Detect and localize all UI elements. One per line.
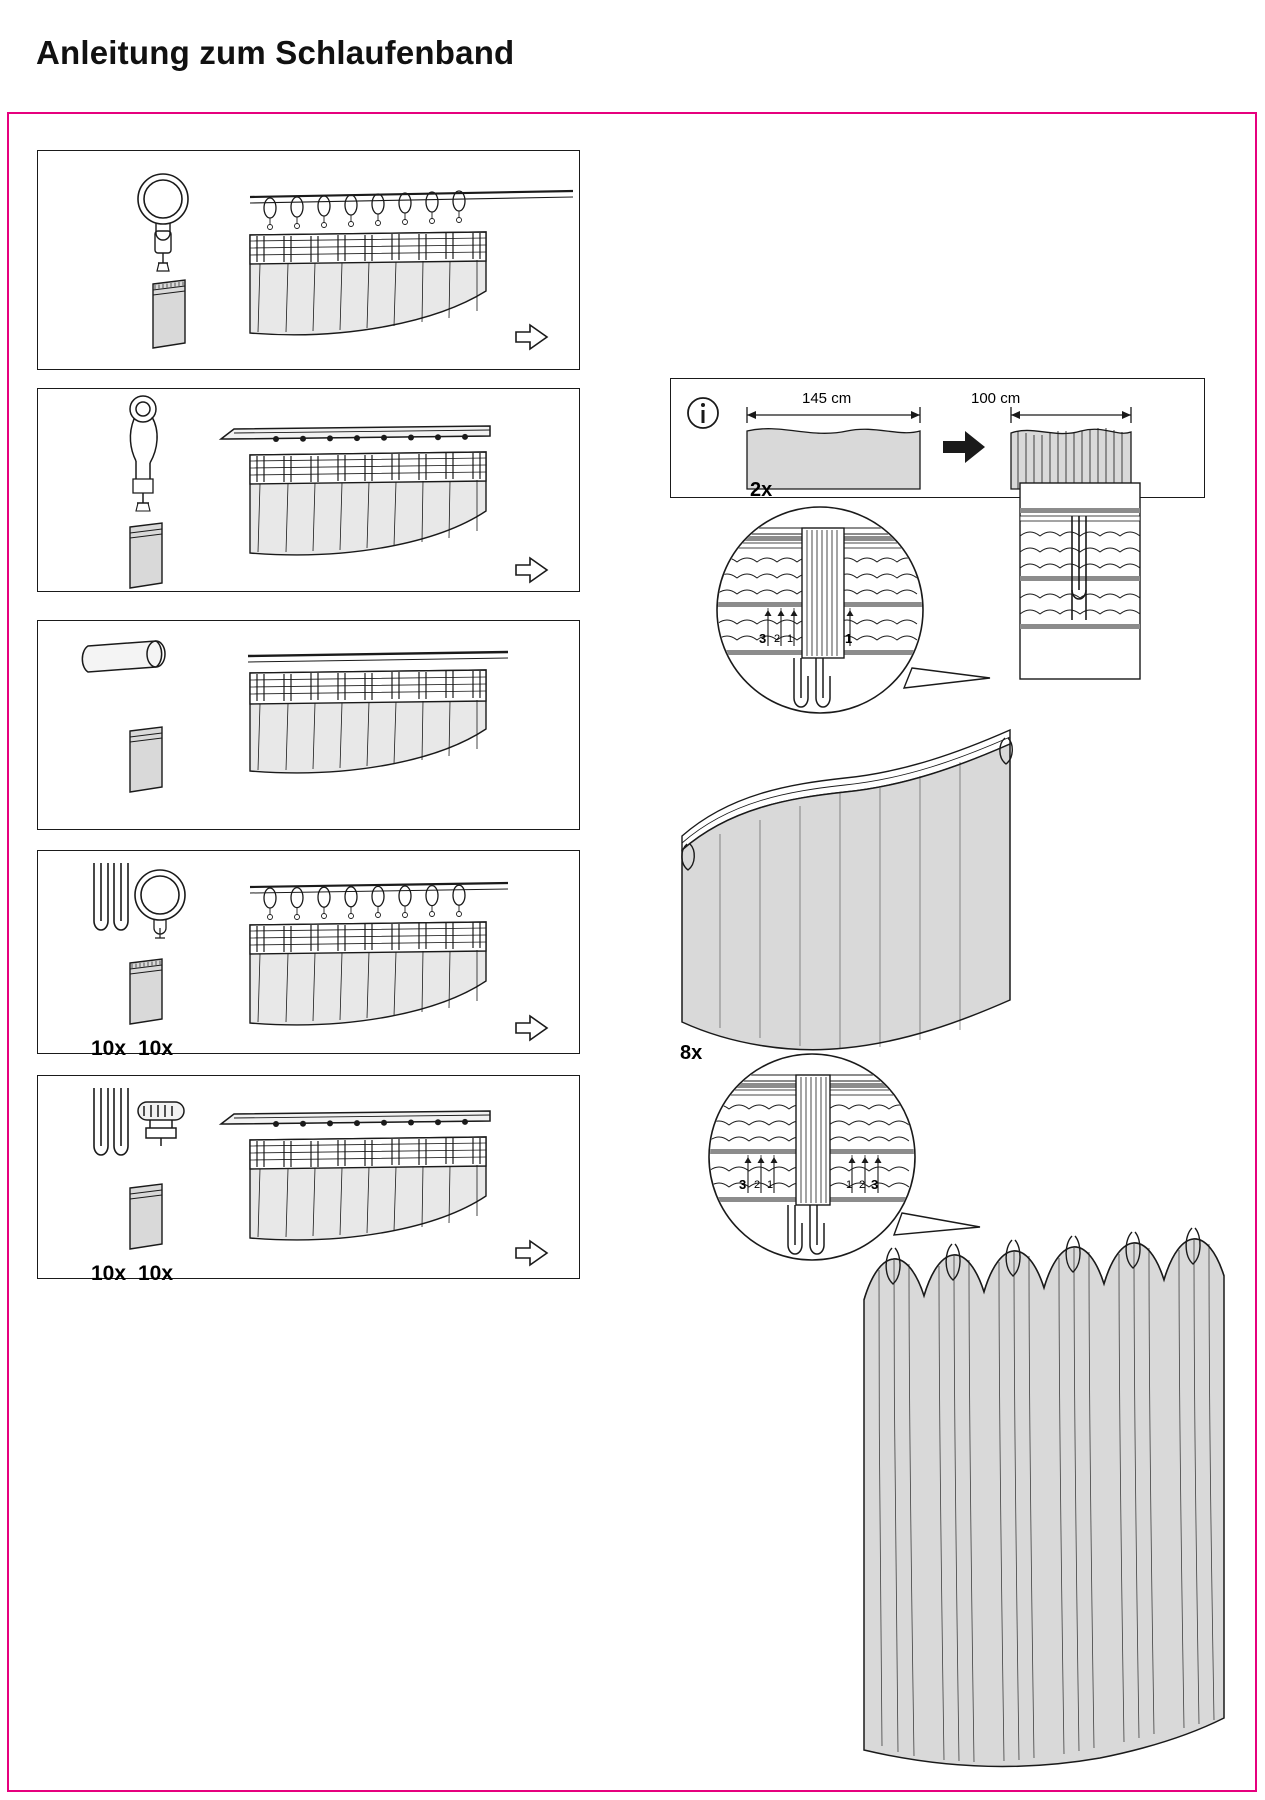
tape-piece-4 xyxy=(130,959,162,1024)
two-fold-detail-illustration xyxy=(690,500,1210,720)
panel-rod-only xyxy=(37,620,580,830)
tape-piece-3 xyxy=(130,727,162,792)
panel-pinhook-gliders xyxy=(37,1075,580,1285)
panel-5-count-0: 10x xyxy=(91,1262,127,1285)
panel-5-count-1: 10x xyxy=(138,1262,174,1285)
panel-gliders-15x xyxy=(37,388,580,592)
two-fold-prong-3: 3 xyxy=(759,631,767,646)
eight-fold-prong-left-2: 2 xyxy=(754,1179,761,1191)
tape-piece-2 xyxy=(130,523,162,588)
panel-3-illustration xyxy=(38,621,581,831)
panel-4-illustration xyxy=(38,851,581,1055)
wave-curtain-illustration xyxy=(660,700,1260,1070)
info-icon xyxy=(688,398,718,428)
panel-4-arrow-icon xyxy=(512,1013,552,1047)
tape-piece-5 xyxy=(130,1184,162,1249)
pleated-curtain-illustration xyxy=(840,1190,1260,1790)
panel-5-arrow-icon xyxy=(512,1238,552,1272)
panel-2-illustration xyxy=(38,389,581,593)
panel-4-count-1: 10x xyxy=(138,1037,174,1060)
panel-2-arrow-icon xyxy=(512,555,552,589)
page-title: Anleitung zum Schlaufenband xyxy=(36,34,515,71)
panel-4-count-0: 10x xyxy=(91,1037,127,1060)
two-fold-multiplier: 2x xyxy=(750,479,773,501)
two-fold-prong-right-1: 1 xyxy=(845,631,853,646)
two-fold-prong-2: 2 xyxy=(774,633,781,645)
eight-fold-prong-left-1: 1 xyxy=(767,1179,774,1191)
eight-fold-multiplier: 8x xyxy=(680,1042,703,1064)
two-fold-detail xyxy=(690,479,1210,720)
panel-1-arrow-icon xyxy=(512,322,552,356)
eight-fold-prong-left-3: 3 xyxy=(739,1177,747,1192)
panel-rings-hooks xyxy=(37,150,580,370)
eight-fold-prong-right-1: 1 xyxy=(846,1179,853,1191)
panel-5-illustration xyxy=(38,1076,581,1280)
tape-piece-1 xyxy=(153,280,185,348)
eight-fold-prong-right-3: 3 xyxy=(871,1177,879,1192)
width-before-label: 145 cm xyxy=(802,390,852,407)
panel-1-illustration xyxy=(38,151,581,371)
panel-pinhook-rings xyxy=(37,850,580,1060)
width-after-label: 100 cm xyxy=(971,390,1021,407)
eight-fold-prong-right-2: 2 xyxy=(859,1179,866,1191)
two-fold-prong-1: 1 xyxy=(787,633,794,645)
